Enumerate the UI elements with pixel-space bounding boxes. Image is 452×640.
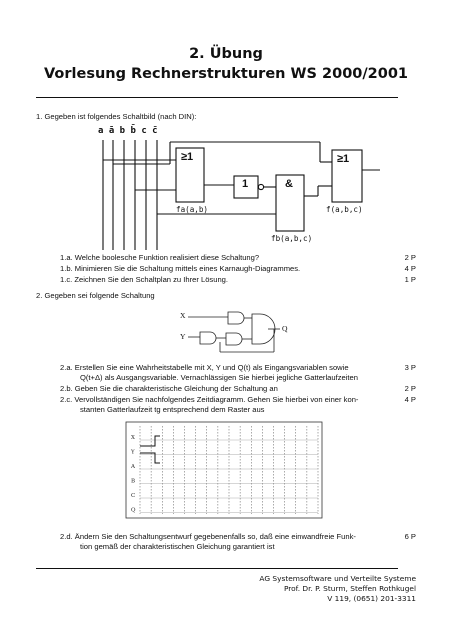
- q2d-text-line2: tion gemäß der charakteristischen Gleichung garantiert ist: [80, 542, 275, 551]
- timing-row-label: C: [131, 493, 136, 499]
- latch-input-x: X: [180, 311, 186, 320]
- label-fa: fa(a,b): [176, 205, 209, 214]
- gate-or2-label: ≥1: [337, 153, 350, 165]
- q2c-text-line2: stanten Gatterlaufzeit tg entsprechend dem Raster aus: [80, 405, 265, 414]
- label-f: f(a,b,c): [326, 205, 363, 214]
- gate-or1-label: ≥1: [181, 151, 194, 163]
- q2a-points: 3 P: [404, 363, 416, 372]
- gate-not-label: 1: [242, 178, 249, 190]
- q2d-points: 6 P: [404, 532, 416, 541]
- q1a-points: 2 P: [404, 253, 416, 262]
- q2b-text: 2.b. Geben Sie die charakteristische Gleichung der Schaltung an: [60, 384, 278, 393]
- exercise-title: 2. Übung: [189, 46, 263, 62]
- timing-row-label: X: [131, 435, 135, 441]
- latch-input-y: Y: [180, 332, 186, 341]
- q2b-points: 2 P: [404, 384, 416, 393]
- footer-contact: V 119, (0651) 201-3311: [327, 594, 416, 603]
- timing-row-label: Y: [131, 449, 135, 456]
- q1-intro: 1. Gegeben ist folgendes Schaltbild (nach DIN):: [36, 112, 197, 121]
- gate-and-label: &: [285, 178, 293, 190]
- timing-row-label: B: [131, 478, 136, 485]
- q1c-points: 1 P: [404, 275, 416, 284]
- q1b-text: 1.b. Minimieren Sie die Schaltung mittels eines Karnaugh-Diagrammes.: [60, 264, 301, 273]
- latch-output-q: Q: [282, 324, 288, 333]
- q2a-text-line1: 2.a. Erstellen Sie eine Wahrheitstabelle mit X, Y und Q(t) als Eingangsvariablen sowie: [60, 363, 349, 372]
- q2-intro: 2. Gegeben sei folgende Schaltung: [36, 291, 155, 300]
- course-title: Vorlesung Rechnerstrukturen WS 2000/2001: [43, 66, 409, 82]
- q2c-points: 4 P: [404, 395, 416, 404]
- footer-group: AG Systemsoftware und Verteilte Systeme: [259, 574, 416, 583]
- timing-row-label: Q: [131, 507, 136, 514]
- timing-row-label: A: [131, 464, 135, 470]
- q2d-text-line1: 2.d. Ändern Sie den Schaltungsentwurf gegebenenfalls so, daß eine einwandfreie Funk-: [60, 532, 356, 541]
- q1a-text: 1.a. Welche boolesche Funktion realisiert diese Schaltung?: [60, 253, 260, 262]
- footer-authors: Prof. Dr. P. Sturm, Steffen Rothkugel: [283, 584, 416, 593]
- q1b-points: 4 P: [404, 264, 416, 273]
- q2a-text-line2: Q(t+Δ) als Ausgangsvariable. Vernachlässigen Sie hierbei jegliche Gatterlaufzeiten: [80, 373, 358, 382]
- q2c-text-line1: 2.c. Vervollständigen Sie nachfolgendes Zeitdiagramm. Gehen Sie hierbei von einer kon-: [60, 395, 359, 404]
- footer-divider: [36, 568, 398, 569]
- title-divider: [36, 97, 398, 98]
- q1c-text: 1.c. Zeichnen Sie den Schaltplan zu Ihrer Lösung.: [60, 275, 229, 284]
- circuit-inputs-label: a ā b b̄ c c̄: [98, 126, 158, 136]
- label-fb: fb(a,b,c): [271, 234, 313, 243]
